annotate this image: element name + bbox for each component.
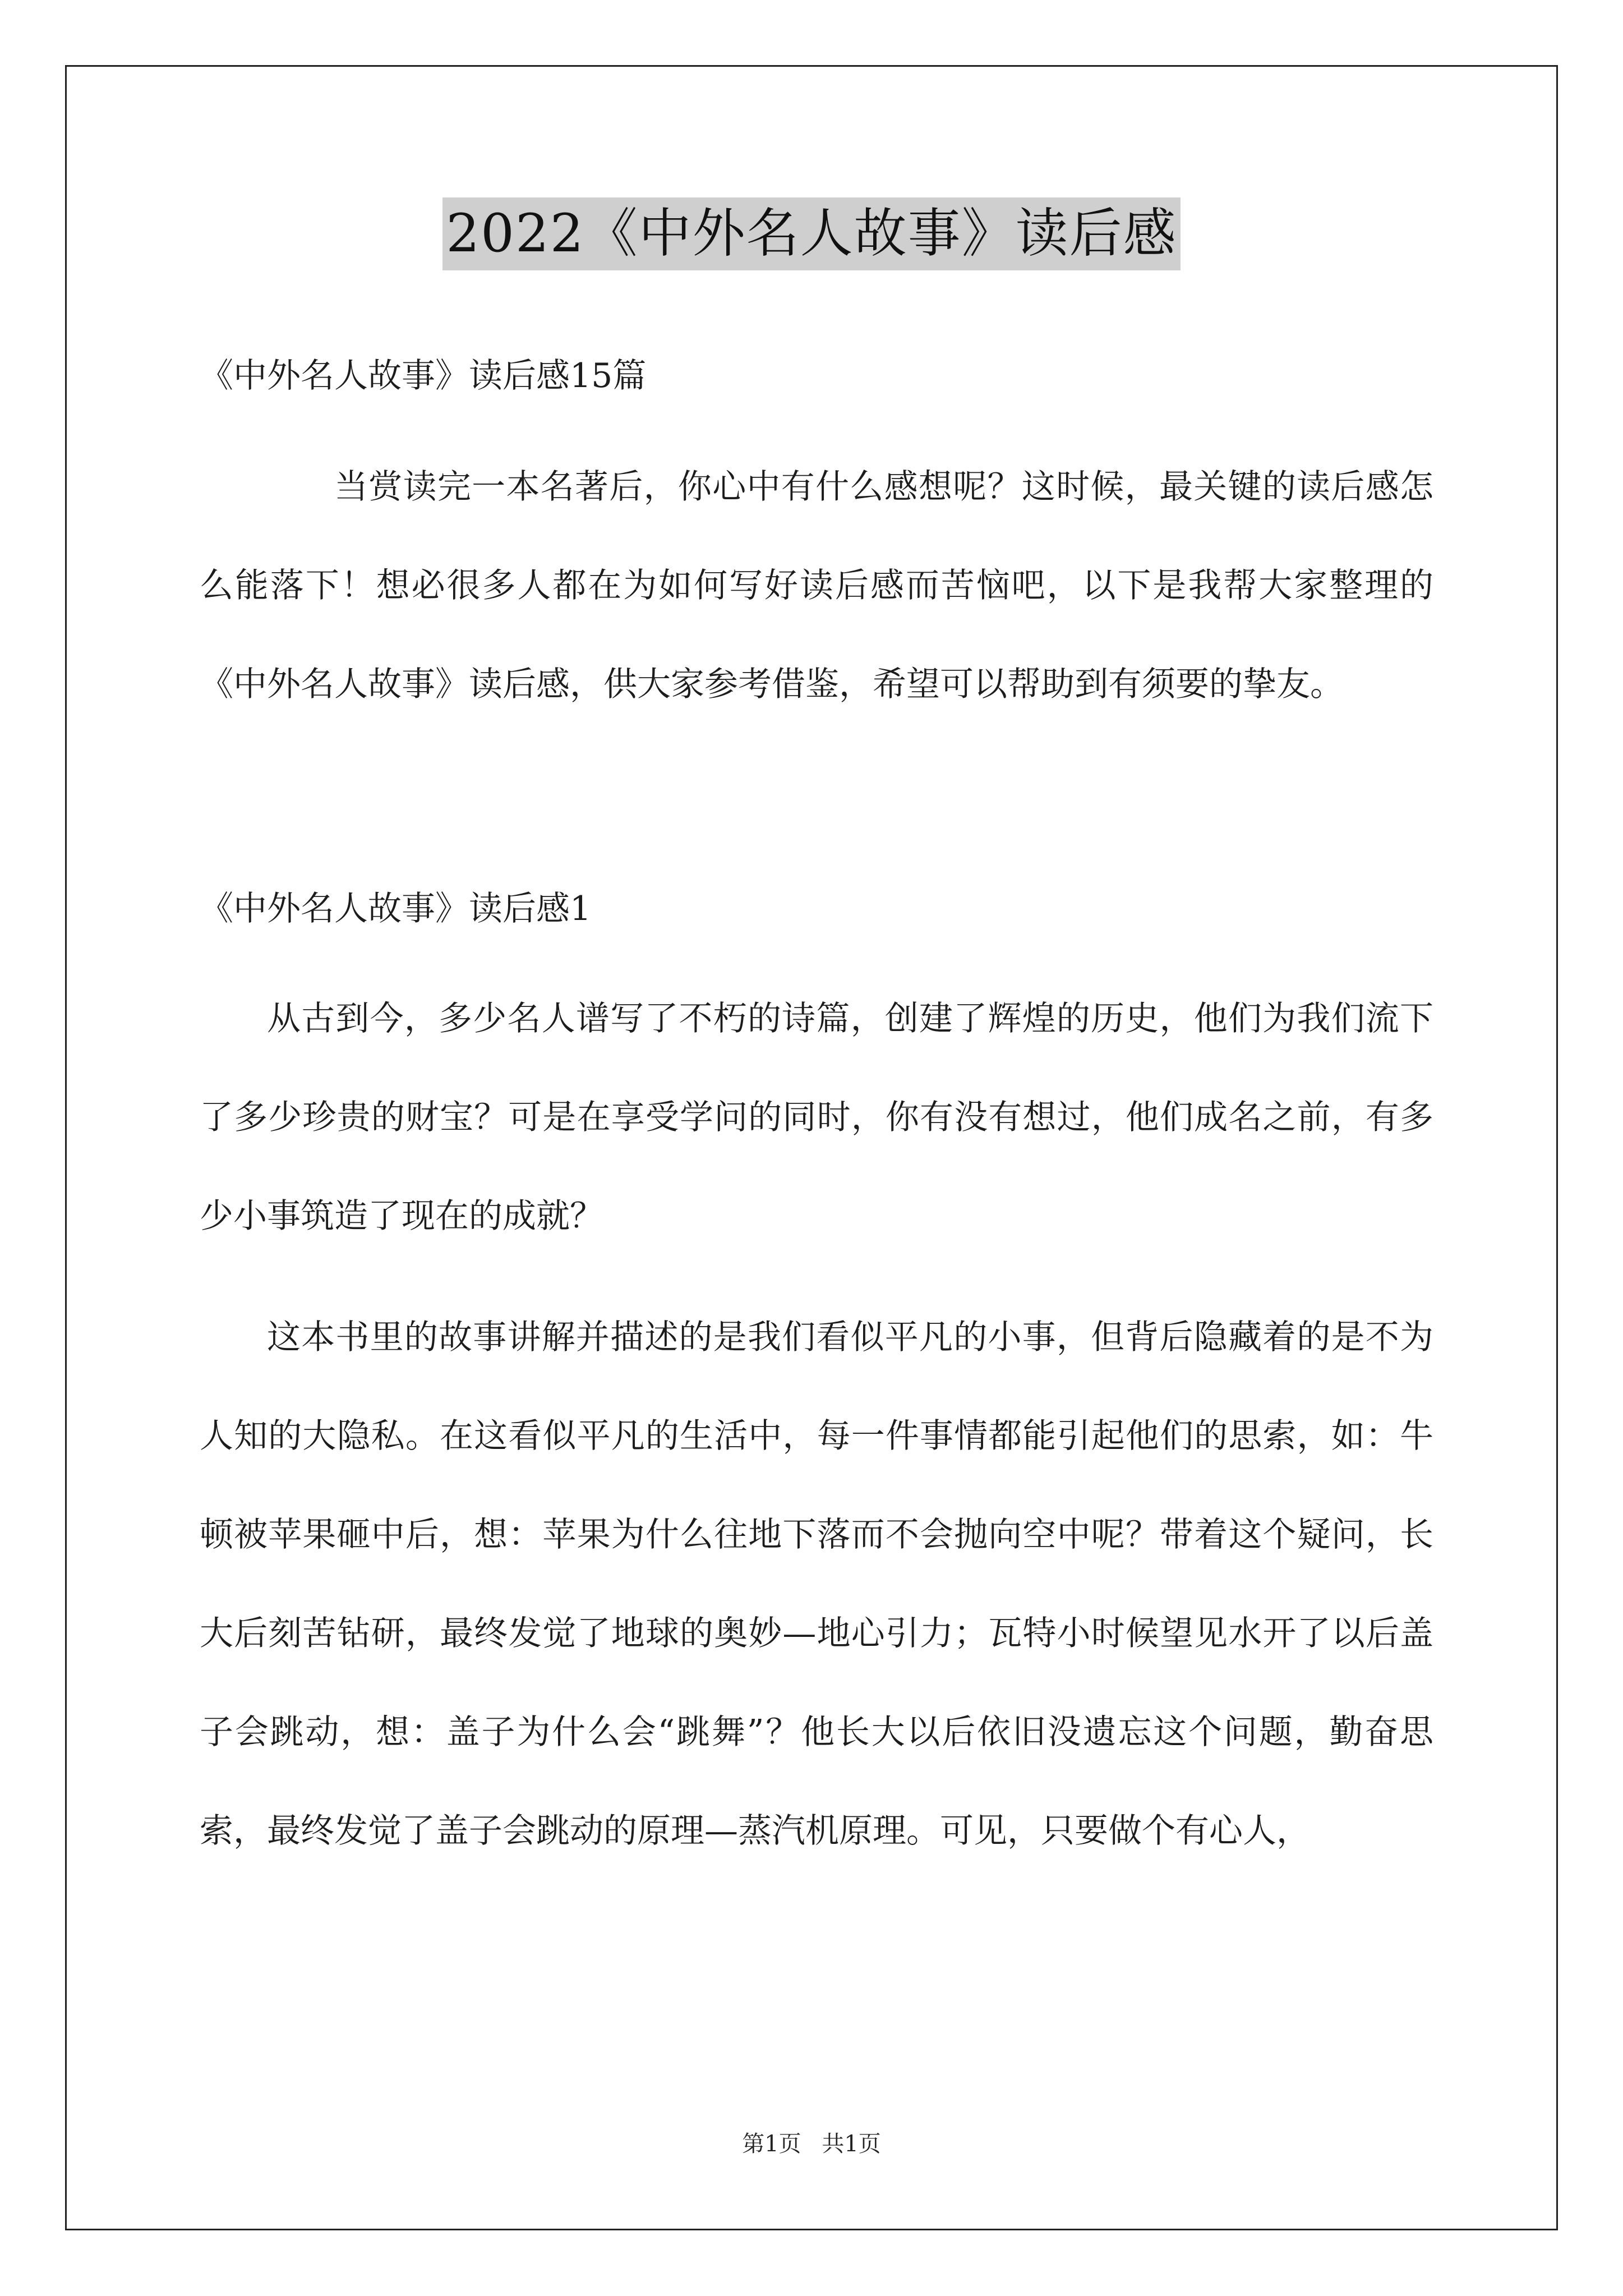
document-title: 2022《中外名人故事》读后感 (442, 197, 1180, 270)
page-footer (0, 2126, 1623, 2158)
paragraph-2: 这本书里的故事讲解并描述的是我们看似平凡的小事，但背后隐藏着的是不为人知的大隐私。在这看似平凡的生活中，每一件事情都能引起他们的思索，如：牛顿被苹果砸中后，想：苹果为什么往地下落而不会抛向空中呢？带着这个疑问，长大后刻苦钻研，最终发觉了地球的奥妙—地心引力；瓦特小时候望见水开了以后盖子会跳动，想：盖子为什么会“跳舞”？他长大以后依旧没遗忘这个问题，勤奋思索，最终发觉了盖子会跳动的原理—蒸汽机原理。可见，只要做个有心人， (200, 1318, 1433, 1851)
title-container (0, 197, 1623, 270)
section-heading: 《中外名人故事》读后感1 (200, 889, 592, 928)
paragraph-1: 从古到今，多少名人谱写了不朽的诗篇，创建了辉煌的历史，他们为我们流下了多少珍贵的财宝？可是在享受学问的同时，你有没有想过，他们成名之前，有多少小事筑造了现在的成就？ (200, 999, 1433, 1236)
document-subtitle: 《中外名人故事》读后感15篇 (200, 356, 647, 395)
page-total: 共1页 (822, 2131, 881, 2157)
page-number: 第1页 (742, 2131, 801, 2157)
intro-paragraph: 当赏读完一本名著后，你心中有什么感想呢？这时候，最关键的读后感怎么能落下！想必很多人都在为如何写好读后感而苦恼吧，以下是我帮大家整理的《中外名人故事》读后感，供大家参考借鉴，希望可以帮助到有须要的挚友。 (200, 467, 1433, 704)
